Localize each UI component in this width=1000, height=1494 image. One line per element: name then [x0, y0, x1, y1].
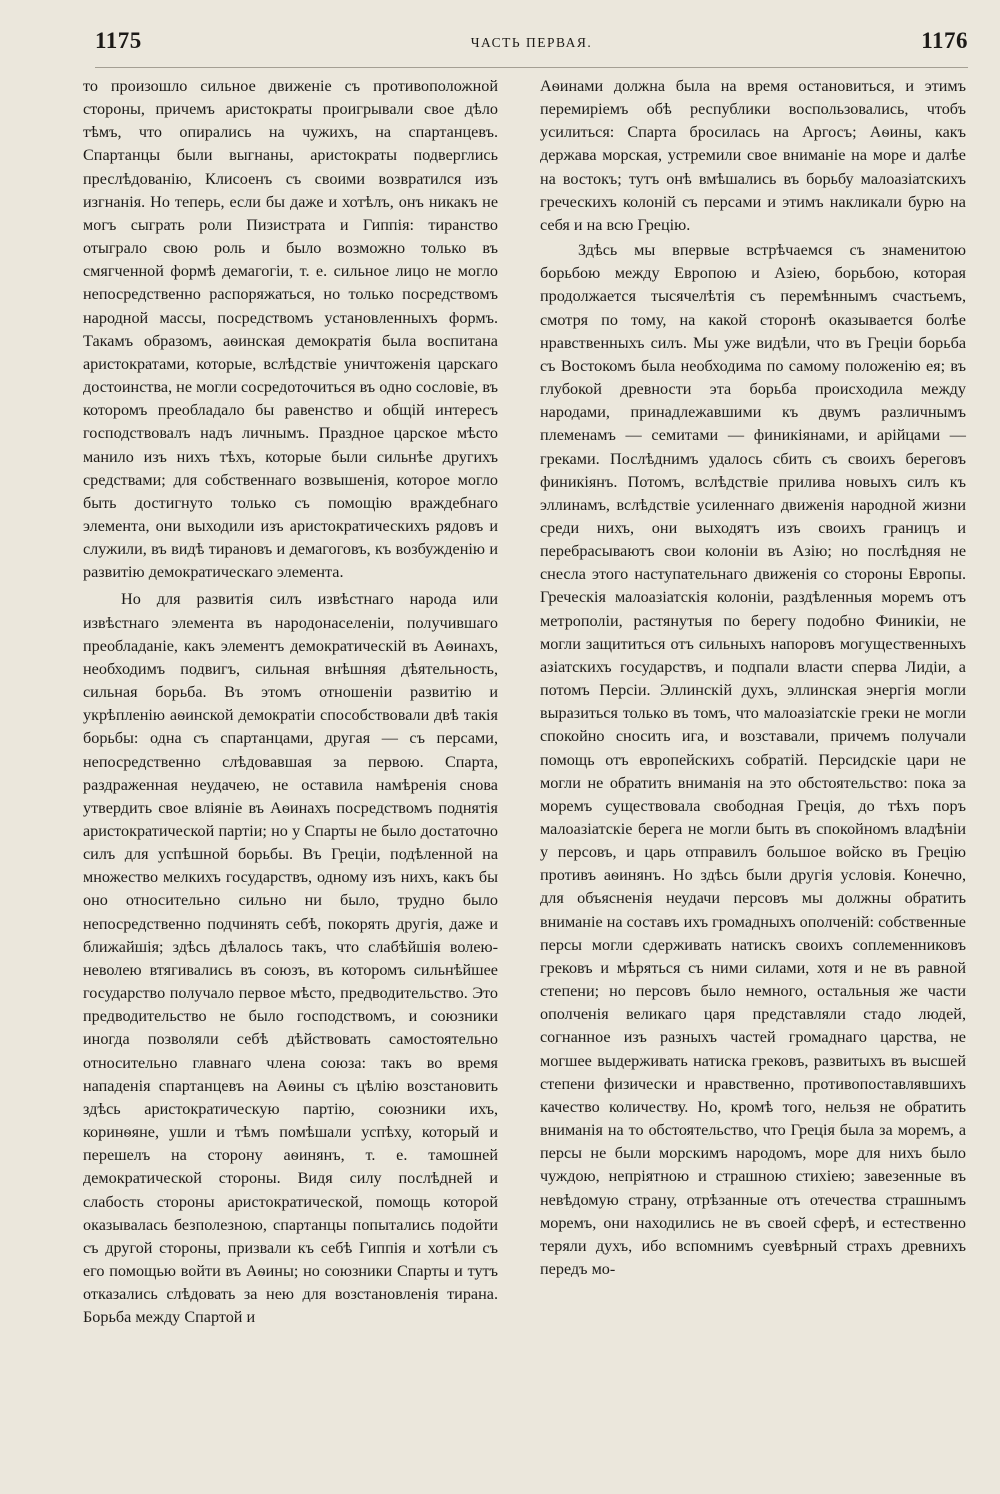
left-column: [83, 75, 498, 1329]
right-paragraph-1: Аѳинами должна была на время остановиться, и этимъ перемиріемъ обѣ республики воспользовались, чтобъ усилиться: Спарта бросилась на Аргосъ; Аѳины, какъ держава морская, устремили свое вниманіе на море и далѣе на востокъ; тутъ онѣ вмѣшались въ борьбу малоазіатскихъ греческихъ колоній съ персами и этимъ накликали бурю на себя и на всю Грецію.: [540, 77, 966, 234]
running-title: ЧАСТЬ ПЕРВАЯ.: [470, 35, 593, 50]
left-paragraph-1: то произошло сильное движеніе съ противоположной стороны, причемъ аристократы проигрывали свое дѣло тѣмъ, что опирались на чужихъ, на спартанцевъ. Спартанцы были выгнаны, аристократы подверглись преслѣдованію, Клисоенъ съ своими возвратился изъ изгнанія. Но теперь, если бы даже и хотѣлъ, онъ никакъ не могъ сыграть роли Пизистрата и Гиппія: тиранство отыграло свою роль и было возможно только въ смягченной формѣ демагогіи, т. е. сильное лицо не могло непосредственно распоряжаться, но только посредствомъ народной массы, посредствомъ установленныхъ формъ. Такамъ образомъ, аѳинская демократія была воспитана аристократами, которые, вслѣдствіе уничтоженія царскаго достоинства, не могли сосредоточиться въ одно сословіе, въ которомъ преобладало бы равенство и общій интересъ господствовалъ надъ личнымъ. Праздное царское мѣсто манило изъ нихъ тѣхъ, которые были сильнѣе другихъ средствами; для собственнаго возвышенія, которое могло быть достигнуто только съ помощію враждебнаго элемента, они выходили изъ аристократическихъ рядовъ и служили, въ видѣ тирановъ и демагоговъ, къ возбужденію и развитію демократическаго элемента.: [83, 77, 498, 582]
header-rule: [95, 67, 968, 68]
right-column: [540, 75, 966, 1281]
page-number-right: 1176: [921, 28, 968, 53]
right-paragraph-2: Здѣсь мы впервые встрѣчаемся съ знаменитою борьбою между Европою и Азіею, борьбою, которая продолжается тысячелѣтія съ перемѣннымъ счастьемъ, смотря по тому, на какой сторонѣ оказывается болѣе нравственныхъ силъ. Мы уже видѣли, что въ Греціи борьба съ Востокомъ была необходима по самому положенію ея; въ глубокой древности эта борьба происходила между народами, принадлежавшими къ двумъ различнымъ племенамъ — семитами — финикіянами, и арійцами — греками. Послѣднимъ удалось сбить съ своихъ береговъ финикіянъ. Потомъ, вслѣдствіе прилива новыхъ силъ къ эллинамъ, вслѣдствіе усиленнаго движенія народной жизни среди нихъ, они выходятъ изъ своихъ границъ и перебрасываютъ свои колоніи въ Азію; но послѣдняя не снесла этого наступательнаго движенія со стороны Европы. Греческія малоазіатскія колоніи, раздѣленныя моремъ отъ метрополіи, растянутыя по берегу подобно Финикіи, не могли защититься отъ сильныхъ напоровъ могущественныхъ азіатскихъ государствъ, и подпали власти сперва Лидіи, а потомъ Персіи. Эллинскій духъ, эллинская энергія могли выразиться только въ томъ, что малоазіатскіе греки не могли спокойно сносить ига, и возставали, причемъ получали помощь отъ европейскихъ собратій. Персидскіе цари не могли не обратить вниманія на это обстоятельство: пока за моремъ существовала свободная Греція, до тѣхъ поръ малоазіатскіе берега не могли быть въ спокойномъ владѣніи у персовъ, и царь отправилъ большое войско въ Грецію противъ аѳинянъ. Но здѣсь были другія условія. Конечно, для объясненія неудачи персовъ мы должны обратить вниманіе на составъ ихъ громадныхъ ополченій: собственные персы могли сдерживать натискъ своихъ соплеменниковъ грековъ и мѣряться съ ними силами, хотя и не въ равной степени; но персовъ было немного, остальныя же части ополченія великаго царя представляли стадо людей, согнанное изъ разныхъ частей громаднаго царства, не могшее выдерживать натиска грековъ, развитыхъ въ высшей степени физически и нравственно, противопоставлявшихъ качество количеству. Но, кромѣ того, нельзя не обратить вниманія на то обстоятельство, что Греція была за моремъ, а персы не были морскимъ народомъ, море для нихъ было чуждою, непріятною и страшною стихіею; завезенные въ невѣдомую страну, отрѣзанные отъ отечества страшнымъ моремъ, они находились не въ своей сферѣ, и естественно теряли духъ, ибо вспомнимъ суевѣрный страхъ древнихъ передъ мо-: [540, 241, 966, 1278]
left-paragraph-2: Но для развитія силъ извѣстнаго народа или извѣстнаго элемента въ народонаселеніи, получившаго преобладаніе, какъ элементъ демократическій въ Аѳинахъ, необходимъ подвигъ, сильная внѣшняя дѣятельность, сильная борьба. Въ этомъ отношеніи развитію и укрѣпленію аѳинской демократіи способствовали двѣ такія борьбы: одна съ спартанцами, другая — съ персами, непосредственно слѣдовавшая за первою. Спарта, раздраженная неудачею, не оставила намѣренія снова утвердить свое вліяніе въ Аѳинахъ посредствомъ поднятія аристократической партіи; но у Спарты не было достаточно силъ для успѣшной борьбы. Въ Греціи, подѣленной на множество мелкихъ государствъ, одному изъ нихъ, какъ бы оно относительно сильно ни было, трудно было непосредственно подчинять себѣ, покорять другія, даже и ближайшія; здѣсь дѣлалось такъ, что слабѣйшія волею-неволею втягивались въ союзъ, въ которомъ сильнѣйшее государство получало первое мѣсто, предводительство. Это предводительство не было господствомъ, и союзники иногда позволяли себѣ дѣйствовать самостоятельно относительно главнаго члена союза: такъ во время нападенія спартанцевъ на Аѳины съ цѣлію возстановить здѣсь аристократическую партію, союзники ихъ, коринѳяне, ушли и тѣмъ помѣшали успѣху, который и перешелъ на сторону аѳинянъ, т. е. тамошней демократической стороны. Видя силу послѣдней и слабость стороны аристократической, помощь которой оказывалась безполезною, спартанцы попытались подойти съ другой стороны, призвали къ себѣ Гиппія и хотѣли съ его помощью войти въ Аѳины; но союзники Спарты и тутъ отказались слѣдовать за нею для возстановленія тирана. Борьба между Спартой и: [83, 590, 498, 1327]
page-header: [95, 28, 968, 62]
page-number-left: 1175: [95, 28, 142, 53]
